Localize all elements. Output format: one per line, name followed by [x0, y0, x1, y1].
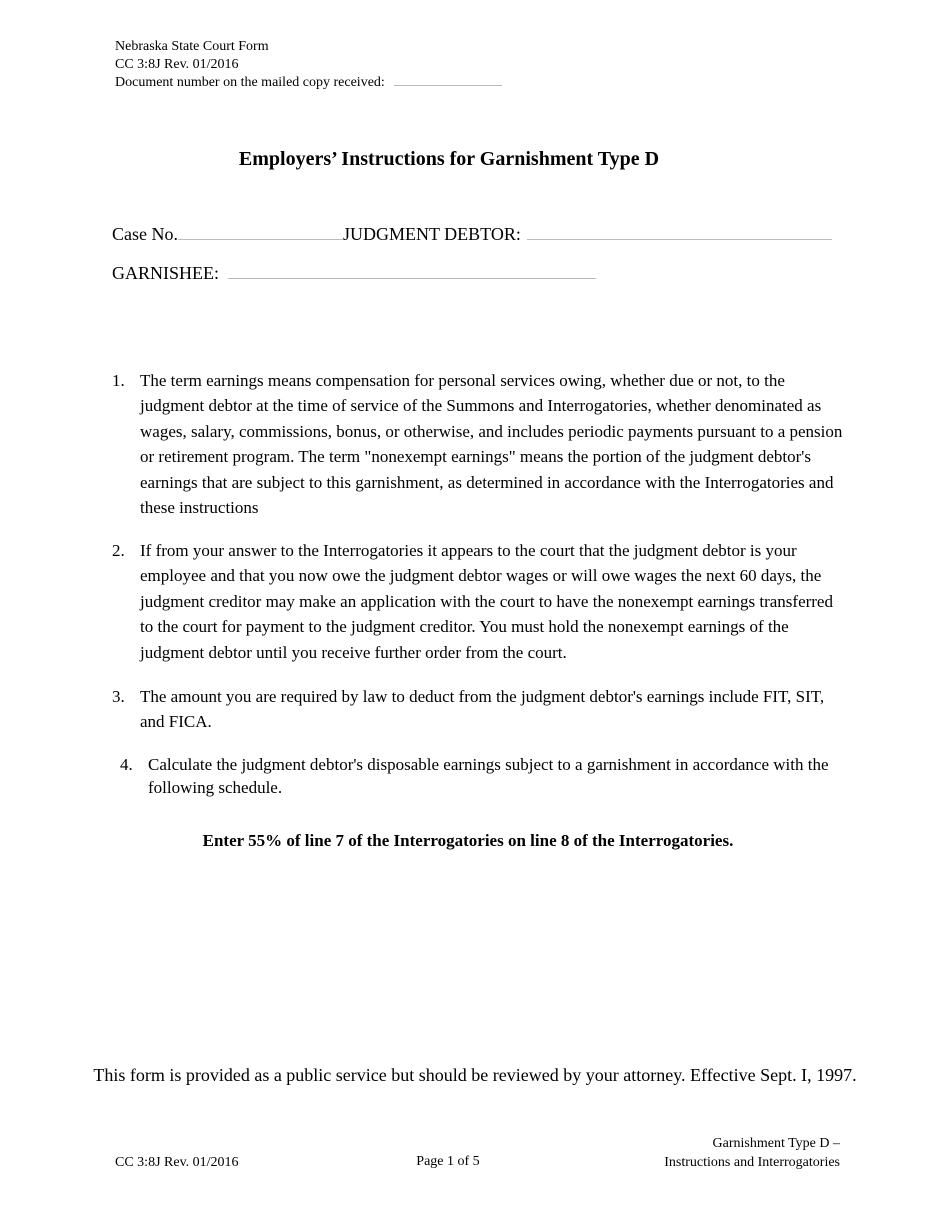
case-info-row: [112, 224, 832, 245]
disclaimer: This form is provided as a public service but should be reviewed by your attorney. Effective Sept. I, 1997.: [93, 1065, 857, 1085]
document-number-label: Document number on the mailed copy received:: [115, 75, 385, 90]
judgment-debtor-blank[interactable]: [527, 239, 832, 240]
header-document-number: [115, 74, 502, 92]
page-title: Employers’ Instructions for Garnishment Type D: [238, 148, 660, 170]
header-court-form: Nebraska State Court Form: [115, 39, 269, 54]
judgment-debtor-label: JUDGMENT DEBTOR:: [343, 224, 521, 244]
item-text: The term earnings means compensation for personal services owing, whether due or not, to the judgment debtor at the time of service of the Summons and Interrogatories, whether denominated as wages, salary, commissions, bonus, or otherwise, and includes periodic payments pursuant to a pension or retirement program. The term "nonexempt earnings" means the portion of the judgment debtor's earnings that are subject to this garnishment, as determined in accordance with the Interrogatories and these instructions: [140, 371, 843, 518]
footer-title-line2: Instructions and Interrogatories: [664, 1155, 840, 1170]
instruction-item-4: [120, 753, 844, 799]
item-text: Calculate the judgment debtor's disposable earnings subject to a garnishment in accordance with the following schedule.: [148, 755, 829, 797]
footer-form-title: [664, 1134, 840, 1172]
garnishee-blank[interactable]: [228, 278, 596, 279]
item-number: 4.: [120, 755, 133, 774]
footer-form-number: CC 3:8J Rev. 01/2016: [115, 1155, 239, 1170]
footer-title-line1: Garnishment Type D –: [712, 1136, 840, 1151]
item-text: If from your answer to the Interrogatories it appears to the court that the judgment debtor is your employee and that you now owe the judgment debtor wages or will owe wages the next 60 days, the judgment creditor may make an application with the court to have the nonexempt earnings transferred to the court for payment to the judgment creditor. You must hold the nonexempt earnings of the judgment debtor until you receive further order from the court.: [140, 541, 833, 662]
garnishee-row: [112, 263, 596, 284]
garnishee-label: GARNISHEE:: [112, 263, 219, 283]
instruction-item-2: [112, 538, 844, 665]
item-number: 1.: [112, 371, 125, 390]
case-no-blank[interactable]: [178, 239, 343, 240]
footer-page-number: Page 1 of 5: [416, 1154, 480, 1169]
item-number: 3.: [112, 687, 125, 706]
schedule-instruction: Enter 55% of line 7 of the Interrogatories on line 8 of the Interrogatories.: [202, 831, 734, 850]
document-number-blank[interactable]: [394, 85, 502, 86]
item-number: 2.: [112, 541, 125, 560]
instruction-item-3: [112, 684, 844, 735]
instruction-item-1: [112, 368, 844, 520]
header-form-number: CC 3:8J Rev. 01/2016: [115, 57, 239, 72]
item-text: The amount you are required by law to deduct from the judgment debtor's earnings include FIT, SIT, and FICA.: [140, 687, 825, 732]
case-no-label: Case No.: [112, 224, 178, 244]
